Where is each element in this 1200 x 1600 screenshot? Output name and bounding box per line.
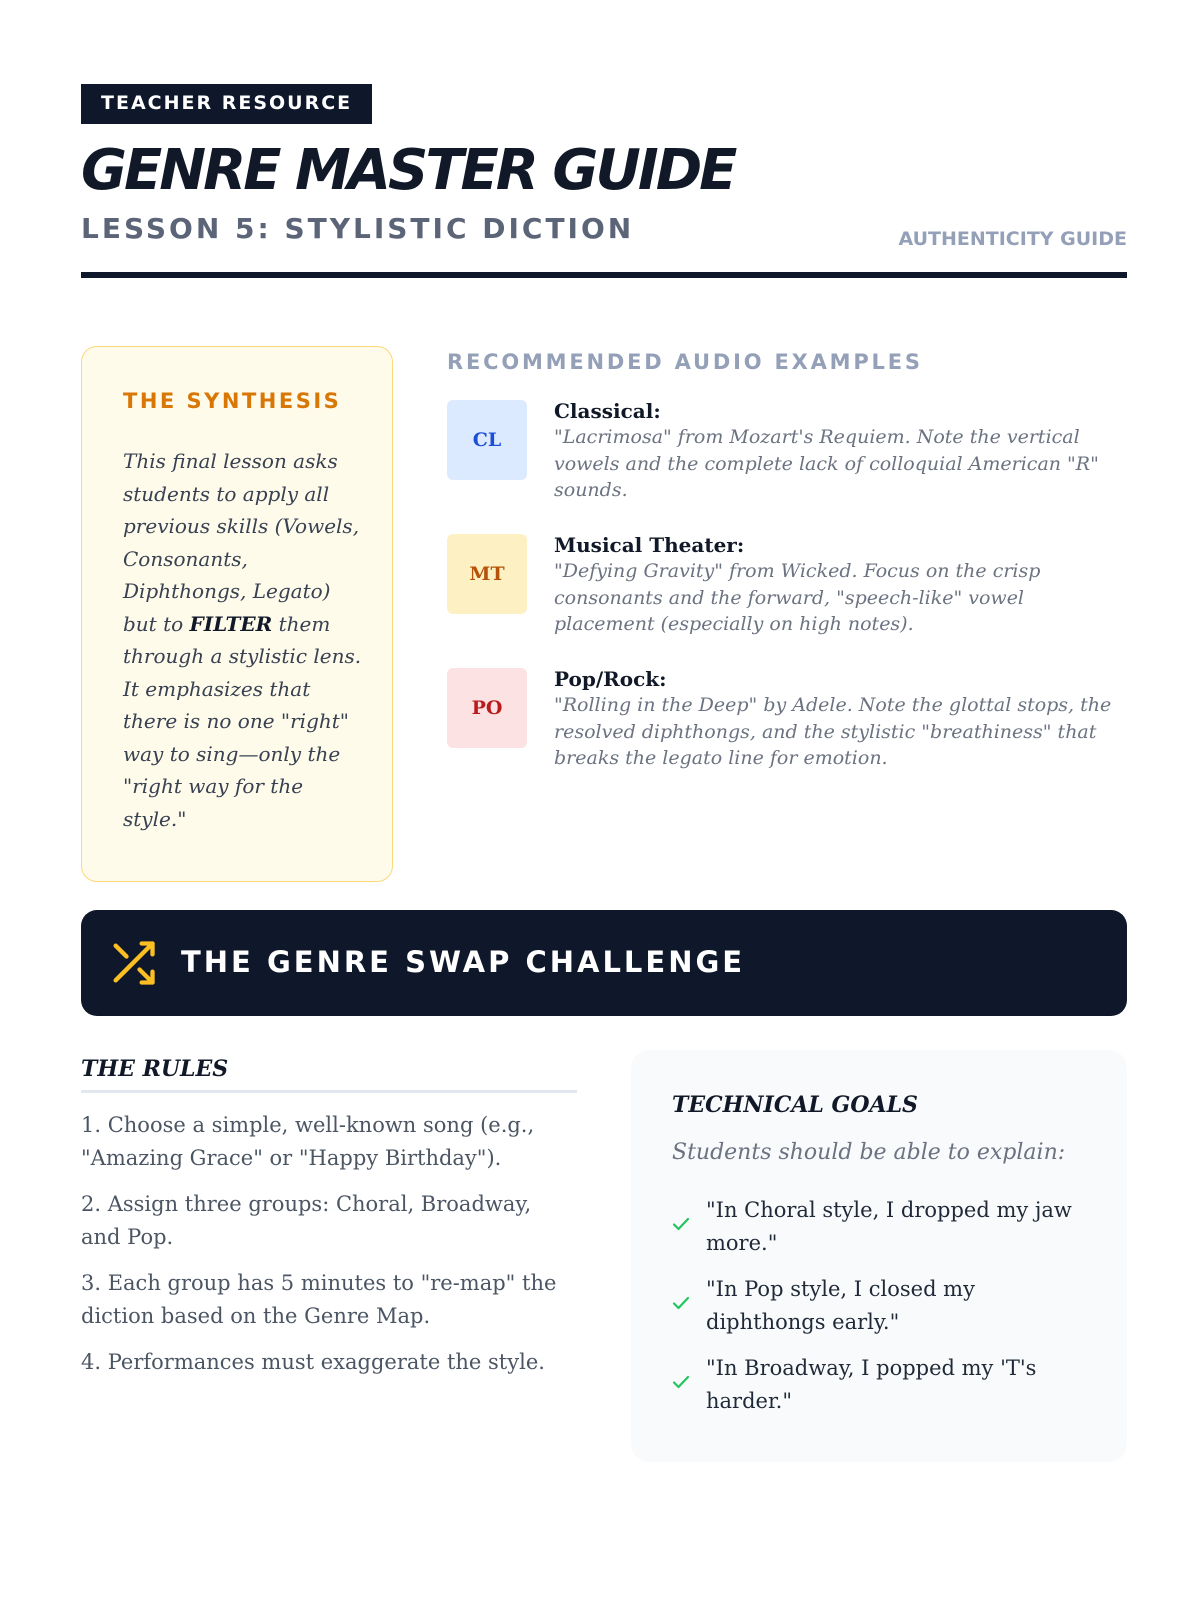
example-text	[554, 532, 1114, 638]
goal-item	[672, 1273, 1097, 1339]
example-pop-rock	[447, 666, 1127, 800]
example-classical	[447, 398, 1127, 532]
challenge-banner	[81, 910, 1127, 1016]
audio-examples	[447, 350, 1127, 800]
example-text	[554, 666, 1114, 772]
rule-item: 1. Choose a simple, well-known song (e.g., "Amazing Grace" or "Happy Birthday").	[81, 1113, 535, 1170]
examples-title: RECOMMENDED AUDIO EXAMPLES	[447, 350, 923, 374]
page-title: GENRE MASTER GUIDE	[81, 138, 735, 203]
goal-item	[672, 1352, 1097, 1418]
technical-goals-card	[631, 1050, 1127, 1462]
synthesis-body	[123, 445, 368, 835]
example-description: "Lacrimosa" from Mozart's Requiem. Note the vertical vowels and the complete lack of colloquial American "R" sounds.	[554, 426, 1099, 501]
rule-item: 4. Performances must exaggerate the style.	[81, 1350, 545, 1374]
shuffle-icon	[107, 937, 159, 989]
goal-text: "In Pop style, I closed my diphthongs early."	[706, 1277, 975, 1334]
example-musical-theater	[447, 532, 1127, 666]
header	[81, 84, 1127, 278]
lesson-title: LESSON 5: STYLISTIC DICTION	[81, 212, 635, 245]
examples-list	[447, 398, 1127, 800]
goal-text: "In Choral style, I dropped my jaw more."	[706, 1198, 1072, 1255]
check-icon	[672, 1374, 690, 1390]
page	[81, 84, 1127, 1516]
goals-title: TECHNICAL GOALS	[672, 1092, 918, 1118]
goals-intro: Students should be able to explain:	[672, 1140, 1066, 1165]
example-text	[554, 398, 1114, 504]
goals-list	[672, 1194, 1097, 1418]
synthesis-card	[81, 346, 393, 882]
rules-list	[81, 1109, 577, 1379]
check-icon	[672, 1295, 690, 1311]
rule-item: 3. Each group has 5 minutes to "re-map" the diction based on the Genre Map.	[81, 1271, 557, 1328]
guide-tag: AUTHENTICITY GUIDE	[898, 228, 1127, 250]
synthesis-emphasis: FILTER	[189, 611, 273, 636]
upper-section	[81, 278, 1127, 910]
synthesis-text-start: This final lesson asks students to apply all previous skills (Vowels, Consonants, Diphthongs, Legato) but to	[123, 449, 360, 636]
lower-section	[81, 1056, 1127, 1516]
example-description: "Defying Gravity" from Wicked. Focus on the crisp consonants and the forward, "speech-like" vowel placement (especially on high notes).	[554, 560, 1041, 635]
goal-item	[672, 1194, 1097, 1260]
genre-tag-classical: CL	[447, 400, 527, 480]
synthesis-text-end: them through a stylistic lens. It emphasizes that there is no one "right" way to sing—only the "right way for the style."	[123, 611, 362, 831]
resource-badge: TEACHER RESOURCE	[81, 84, 372, 124]
genre-tag-musical-theater: MT	[447, 534, 527, 614]
example-genre: Pop/Rock:	[554, 667, 667, 691]
check-icon	[672, 1216, 690, 1232]
rule-item: 2. Assign three groups: Choral, Broadway, and Pop.	[81, 1192, 532, 1249]
rules-column	[81, 1056, 577, 1392]
rules-title: THE RULES	[81, 1056, 577, 1093]
goal-text: "In Broadway, I popped my 'T's harder."	[706, 1356, 1037, 1413]
example-genre: Classical:	[554, 399, 661, 423]
subtitle-row	[81, 206, 1127, 258]
challenge-title: THE GENRE SWAP CHALLENGE	[181, 945, 746, 979]
synthesis-title: THE SYNTHESIS	[123, 389, 342, 413]
genre-tag-pop-rock: PO	[447, 668, 527, 748]
example-genre: Musical Theater:	[554, 533, 745, 557]
example-description: "Rolling in the Deep" by Adele. Note the glottal stops, the resolved diphthongs, and the stylistic "breathiness" that breaks the legato line for emotion.	[554, 694, 1112, 769]
